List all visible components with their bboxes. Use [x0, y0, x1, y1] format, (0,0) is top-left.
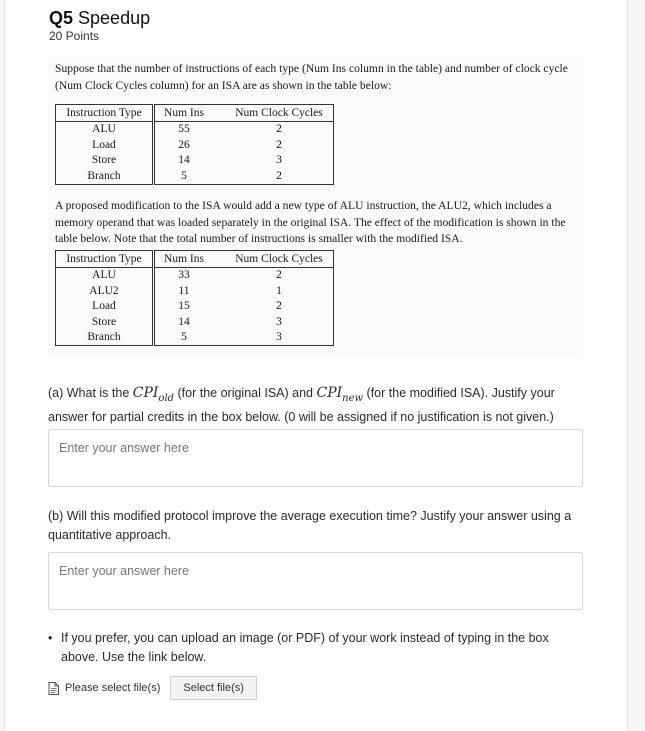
- table-row: [56, 330, 334, 346]
- cell-num-ins: 14: [178, 154, 190, 167]
- cell-num-ins: 26: [178, 138, 190, 151]
- cell-type: Load: [56, 137, 154, 153]
- header-num-clock-cycles: Num Clock Cycles: [213, 105, 334, 122]
- problem-image: [48, 56, 583, 358]
- cell-type: Branch: [56, 168, 154, 184]
- header-num-ins: Num Ins: [154, 251, 214, 268]
- question-name: Speedup: [78, 8, 151, 28]
- table-row: [56, 314, 334, 330]
- part-a-text-after: (for the modified ISA). Justify your answer for partial credits in the box below. (0 will be assigned if no justification is not given.): [48, 386, 555, 424]
- original-isa-table: [55, 104, 334, 185]
- cell-type: Store: [56, 153, 154, 169]
- header-instruction-type: Instruction Type: [56, 251, 154, 268]
- cpi-new-base: CPI: [316, 385, 343, 401]
- file-icon: [48, 682, 59, 695]
- table-row: [56, 267, 334, 283]
- part-a-answer-input[interactable]: [48, 429, 583, 487]
- cell-num-ins: 5: [181, 331, 187, 344]
- select-files-button[interactable]: Select file(s): [170, 676, 257, 700]
- part-a-text-middle: (for the original ISA) and: [174, 386, 317, 400]
- table-row: [56, 283, 334, 299]
- cell-num-ins: 11: [178, 284, 190, 297]
- table-header: [56, 251, 334, 268]
- part-b-answer-input[interactable]: [48, 552, 583, 610]
- cell-num-ins: 14: [178, 315, 190, 328]
- upload-instructions-text: If you prefer, you can upload an image (or PDF) of your work instead of typing in the box above. Use the link below.: [61, 631, 549, 664]
- question-number: Q5: [49, 8, 74, 28]
- intro-text: Suppose that the number of instructions of each type (Num Ins column in the table) and number of clock cycle (Num Clock Cycles column) for an ISA are as shown in the table below:: [55, 62, 568, 92]
- cell-cycles: 2: [276, 300, 282, 313]
- cell-cycles: 3: [276, 154, 282, 167]
- table-row: [56, 137, 334, 153]
- file-select-label: Please select file(s): [65, 682, 161, 694]
- header-num-clock-cycles: Num Clock Cycles: [213, 251, 334, 268]
- cpi-old-subscript: old: [158, 392, 175, 404]
- cpi-new-symbol: [316, 385, 364, 404]
- cell-cycles: 2: [276, 269, 282, 282]
- cell-cycles: 1: [276, 284, 282, 297]
- table-row: [56, 299, 334, 315]
- cell-num-ins: 55: [178, 123, 190, 136]
- cell-type: Load: [56, 299, 154, 315]
- cell-cycles: 3: [276, 315, 282, 328]
- cpi-new-subscript: new: [342, 392, 364, 404]
- cell-num-ins: 15: [178, 300, 190, 313]
- cell-type: ALU: [56, 121, 154, 137]
- cell-type: ALU: [56, 267, 154, 283]
- cpi-old-base: CPI: [132, 385, 159, 401]
- cell-type: Branch: [56, 330, 154, 346]
- table-row: [56, 121, 334, 137]
- modified-isa-table: [55, 250, 334, 346]
- question-points: 20 Points: [49, 29, 100, 43]
- file-upload-row: [48, 676, 257, 700]
- header-num-ins: Num Ins: [154, 105, 214, 122]
- table-header: [56, 105, 334, 122]
- cpi-old-symbol: [132, 385, 175, 404]
- part-b-question: (b) Will this modified protocol improve the average execution time? Justify your answer using a quantitative approach.: [48, 509, 572, 542]
- cell-cycles: 2: [276, 123, 282, 136]
- cell-cycles: 2: [276, 169, 282, 182]
- question-title: [49, 8, 150, 29]
- table-row: [56, 168, 334, 184]
- cell-cycles: 3: [276, 331, 282, 344]
- cell-num-ins: 5: [181, 169, 187, 182]
- part-a-question: [48, 384, 588, 427]
- bullet-dot: •: [48, 631, 53, 645]
- proposal-text: A proposed modification to the ISA would add a new type of ALU instruction, the ALU2, which includes a memory operand that was loaded separately in the original ISA. The effect of the modification is shown in the table below. Note that the total number of instructions is smaller with the modified ISA.: [55, 199, 566, 245]
- upload-instructions: [48, 629, 588, 667]
- table-row: [56, 153, 334, 169]
- cell-cycles: 2: [276, 138, 282, 151]
- cell-type: ALU2: [56, 283, 154, 299]
- part-a-text-before: (a) What is the: [48, 386, 133, 400]
- cell-type: Store: [56, 314, 154, 330]
- cell-num-ins: 33: [178, 269, 190, 282]
- header-instruction-type: Instruction Type: [56, 105, 154, 122]
